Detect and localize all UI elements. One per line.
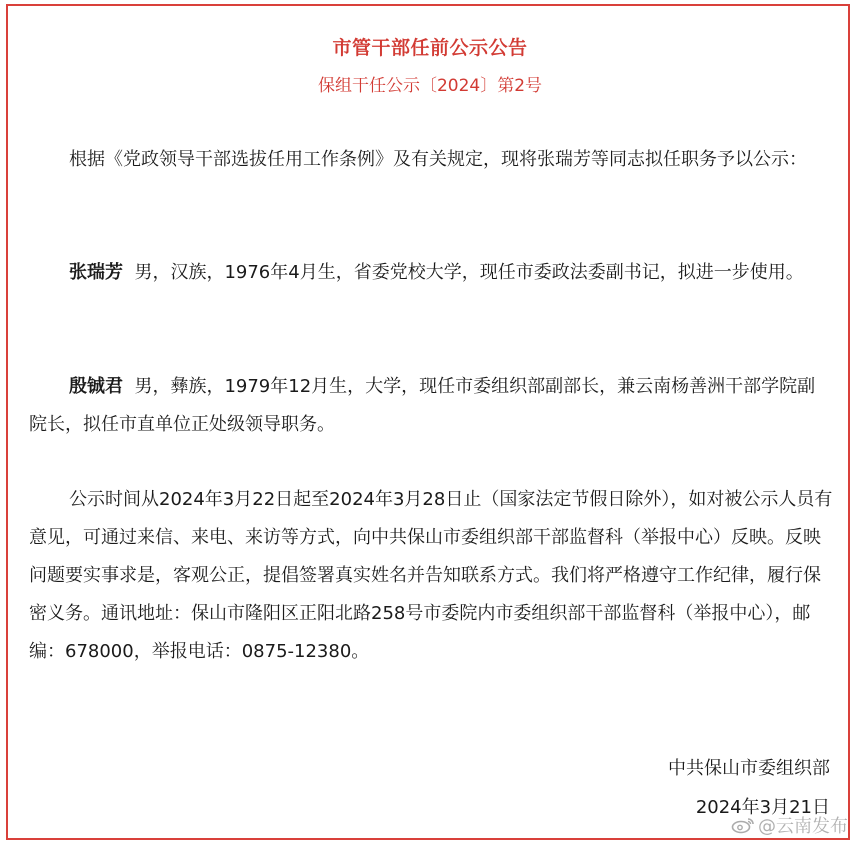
candidate-paragraph-1 <box>29 254 833 292</box>
intro-paragraph: 根据《党政领导干部选拔任用工作条例》及有关规定，现将张瑞芳等同志拟任职务予以公示： <box>69 149 807 170</box>
notice-title: 市管干部任前公示公告 <box>332 37 528 59</box>
candidate-name: 张瑞芳 <box>69 262 123 283</box>
notice-paragraph: 公示时间从2024年3月22日起至2024年3月28日止（国家法定节假日除外），如对被公示人员有意见，可通过来信、来电、来访等方式，向中共保山市委组织部干部监督科（举报中心）反映。反映问题要实事求是，客观公正，提倡签署真实姓名并告知联系方式。我们将严格遵守工作纪律，履行保密义务。通讯地址：保山市隆阳区正阳北路258号市委院内市委组织部干部监督科（举报中心），邮编：678000，举报电话：0875-12380。 <box>29 489 833 662</box>
candidate-name: 殷铖君 <box>69 376 123 397</box>
signature-organization: 中共保山市委组织部 <box>668 758 830 779</box>
signature-date: 2024年3月21日 <box>695 797 830 818</box>
watermark-text: @云南发布 <box>758 816 848 837</box>
weibo-icon <box>731 816 755 834</box>
candidate-detail: 男，汉族，1976年4月生，省委党校大学，现任市委政法委副书记，拟进一步使用。 <box>134 262 804 283</box>
candidate-detail: 男，彝族，1979年12月生，大学，现任市委组织部副部长，兼云南杨善洲干部学院副院长，拟任市直单位正处级领导职务。 <box>29 376 816 435</box>
watermark <box>731 812 848 838</box>
candidate-paragraph-2 <box>29 368 833 444</box>
document-number: 保组干任公示〔2024〕第2号 <box>317 76 543 96</box>
